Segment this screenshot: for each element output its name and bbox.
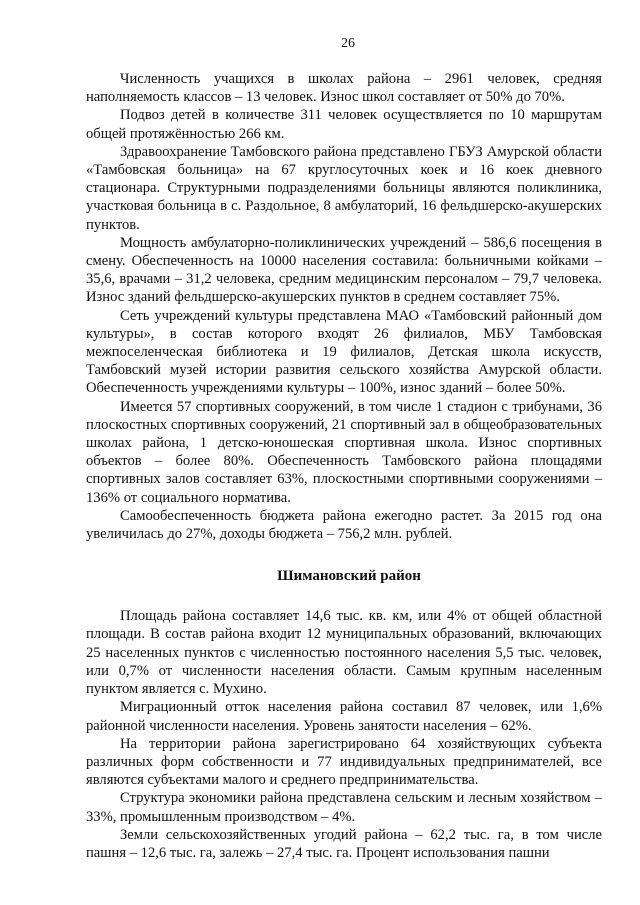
paragraph-agricultural-land: Земли сельскохозяйственных угодий района – 62,2 тыс. га, в том числе пашня – 12,6 тыс. га, залежь – 27,4 тыс. га. Процент использования пашни: [86, 826, 602, 861]
paragraph-area: Площадь района составляет 14,6 тыс. кв. км, или 4% от общей областной площади. В состав района входит 12 муниципальных образований, включающих 25 населенных пунктов с численностью постоянного населения 5,5 тыс. человек, или 0,7% от численности населения области. Самым крупным населенным пунктом является с. Мухино.: [86, 608, 602, 698]
paragraph-sports: Имеется 57 спортивных сооружений, в том числе 1 стадион с трибунами, 36 плоскостных спортивных сооружений, 21 спортивный зал в общеобразовательных школах района, 1 детско-юношеская спортивная школа. Износ спортивных объектов – более 80%. Обеспеченность Тамбовского района площадями спортивных залов составляет 63%, плоскостными спортивными сооружениями – 136% от социального норматива.: [86, 398, 602, 506]
page-number: 26: [341, 36, 355, 51]
section-title: Шимановский район: [277, 568, 421, 585]
paragraph-budget: Самообеспеченность бюджета района ежегодно растет. За 2015 год она увеличилась до 27%, доходы бюджета – 756,2 млн. рублей.: [86, 507, 602, 543]
paragraph-school-transport: Подвоз детей в количестве 311 человек осуществляется по 10 маршрутам общей протяжённостью 266 км.: [86, 107, 602, 142]
paragraph-businesses: На территории района зарегистрировано 64 хозяйствующих субъекта различных форм собственности и 77 индивидуальных предпринимателей, все являются субъектами малого и среднего предпринимательства.: [86, 735, 602, 789]
paragraph-economy-structure: Структура экономики района представлена сельским и лесным хозяйством – 33%, промышленным производством – 4%.: [86, 790, 602, 825]
paragraph-culture: Сеть учреждений культуры представлена МАО «Тамбовский районный дом культуры», в состав которого входят 26 филиалов, МБУ Тамбовская межпоселенческая библиотека и 19 филиалов, Детская школа искусств, Тамбовский музей истории развития сельского хозяйства Амурской области. Обеспеченность учреждениями культуры – 100%, износ зданий – более 50%.: [86, 307, 602, 397]
paragraph-migration: Миграционный отток населения района составил 87 человек, или 1,6% районной численности населения. Уровень занятости населения – 62%.: [86, 699, 602, 734]
paragraph-outpatient-capacity: Мощность амбулаторно-поликлинических учреждений – 586,6 посещения в смену. Обеспеченность на 10000 населения составила: больничными койками – 35,6, врачами – 31,2 человека, средним медицинским персоналом – 79,7 человека. Износ зданий фельдшерско-акушерских пунктов в среднем составляет 75%.: [86, 234, 602, 306]
paragraph-students: Численность учащихся в школах района – 2961 человек, средняя наполняемость классов – 13 человек. Износ школ составляет от 50% до 70%.: [86, 71, 602, 106]
paragraph-healthcare: Здравоохранение Тамбовского района представлено ГБУЗ Амурской области «Тамбовская больница» на 67 круглосуточных коек и 16 коек дневного стационара. Структурными подразделениями больницы являются поликлиника, участковая больница в с. Раздольное, 8 амбулаторий, 16 фельдшерско-акушерских пунктов.: [86, 143, 602, 233]
